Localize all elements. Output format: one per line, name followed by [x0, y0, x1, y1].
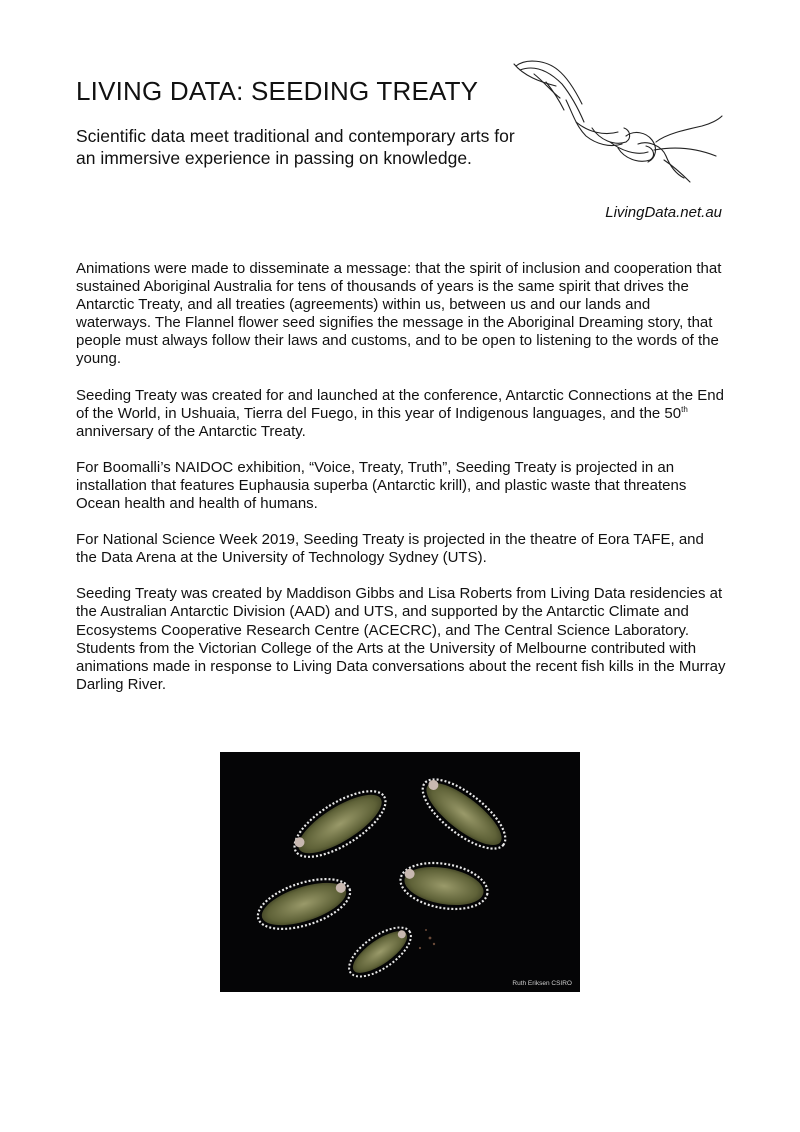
seed-middle-left — [252, 869, 356, 939]
paragraph-science-week: For National Science Week 2019, Seeding Treaty is projected in the theatre of Eora TAFE, and the Data Arena at the University of Technology Sydney (UTS). — [76, 531, 704, 567]
seed-middle-right — [397, 857, 491, 916]
seed-top-left — [285, 779, 395, 870]
website-link[interactable]: LivingData.net.au — [605, 204, 722, 221]
launch-text: Seeding Treaty was created for and launched at the conference, Antarctic Connections at the End of the World, in Ushuaia, Tierra del Fuego, in this year of Indigenous languages, and the 50 — [76, 386, 724, 422]
quill-feather-icon — [506, 52, 728, 187]
seed-top-right — [412, 767, 515, 860]
launch-text-end: anniversary of the Antarctic Treaty. — [76, 422, 306, 440]
paragraph-credits: Seeding Treaty was created by Maddison Gibbs and Lisa Roberts from Living Data residencies at the Australian Antarctic Division (AAD) and UTS, and supported by the Antarctic Climate and Ecosystems Cooperative Research Centre (ACECRC), and The Central Science Laboratory. Students from the Victorian College of the Arts at the University of Melbourne contributed with animations made in response to Living Data conversations about the recent fish kills in the Murray Darling River. — [76, 585, 726, 693]
article-body — [76, 260, 726, 712]
paragraph-naidoc: For Boomalli’s NAIDOC exhibition, “Voice, Treaty, Truth”, Seeding Treaty is projected in an installation that features Euphausia superba (Antarctic krill), and plastic waste that threatens Ocean health and health of humans. — [76, 458, 687, 513]
flannel-flower-seeds-photo — [220, 752, 580, 992]
seed-bottom — [341, 918, 418, 986]
paragraph-launch — [76, 387, 726, 441]
paragraph-animations: Animations were made to disseminate a message: that the spirit of inclusion and cooperation that sustained Aboriginal Australia for tens of thousands of years is the same spirit that drives the Antarctic Treaty, and all treaties (agreements) within us, between us and our lands and waterways. The Flannel flower seed signifies the message in the Aboriginal Dreaming story, that people must always follow their laws and customs, and to be open to listening to the words of the young. — [76, 260, 722, 368]
page-subtitle: Scientific data meet traditional and contemporary arts for an immersive experience in passing on knowledge. — [76, 126, 515, 168]
page-title: LIVING DATA: SEEDING TREATY — [76, 76, 479, 106]
photo-credit: Ruth Eriksen CSIRO — [512, 980, 572, 987]
ordinal-suffix: th — [681, 404, 688, 414]
seeds-illustration — [220, 752, 580, 992]
